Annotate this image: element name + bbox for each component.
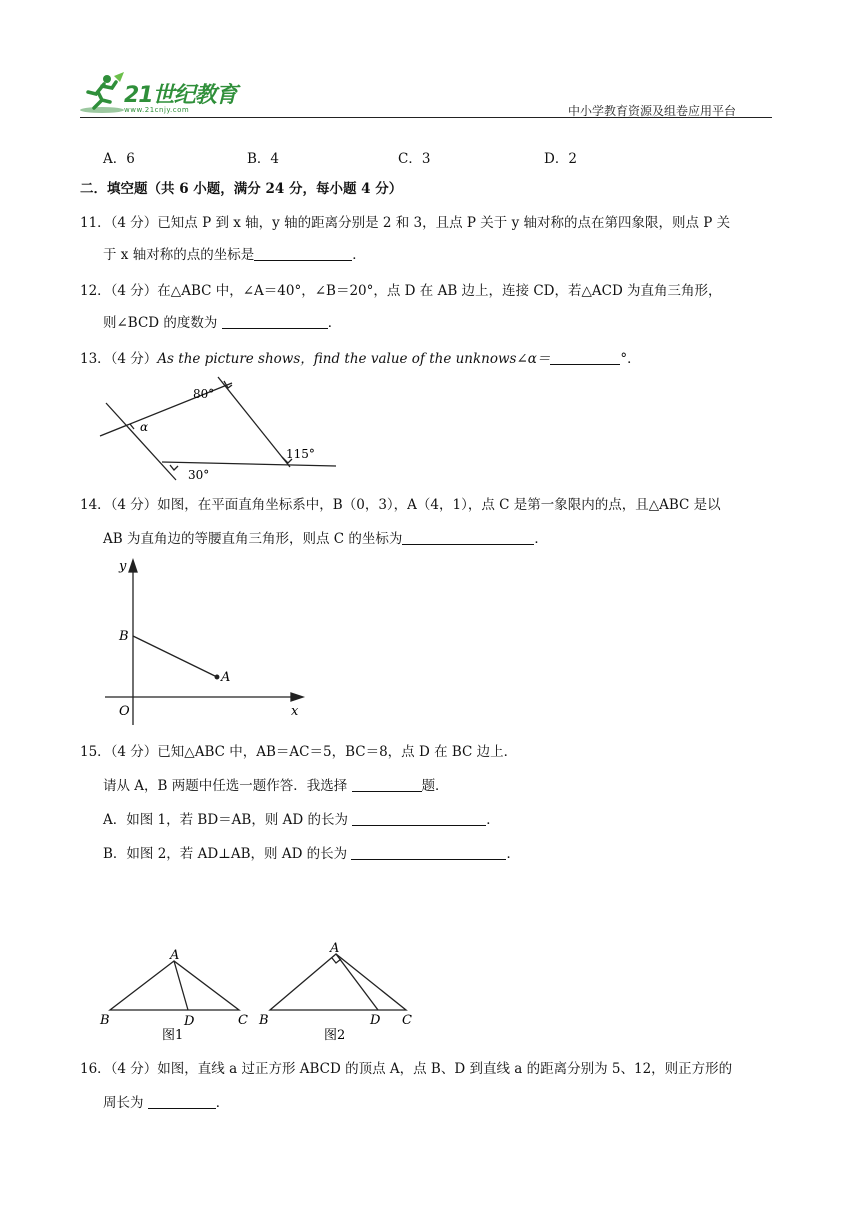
triangle-abc	[110, 961, 239, 1010]
fig-line	[162, 462, 336, 466]
angle-30-label: 30°	[188, 468, 210, 482]
point-c-label: C	[402, 1013, 412, 1028]
platform-title: 中小学教育资源及组卷应用平台	[567, 104, 736, 118]
section-heading: 二．填空题（共 6 小题，满分 24 分，每小题 4 分）	[80, 181, 403, 197]
figure-caption: 图1	[162, 1028, 184, 1043]
q15-figure-2	[258, 940, 428, 1043]
answer-blank[interactable]	[148, 1094, 216, 1109]
q12-line2: 则∠BCD 的度数为 ．	[103, 315, 342, 331]
triangle-abc	[270, 954, 406, 1010]
point-d-label: D	[184, 1014, 195, 1029]
logo	[80, 70, 260, 118]
y-axis-label: y	[119, 559, 127, 574]
runner-icon	[80, 70, 124, 114]
x-axis-arrow	[291, 693, 303, 701]
fig-line	[218, 377, 290, 467]
logo-text: 21世纪教育	[124, 83, 237, 108]
q16-line1: 16．（4 分）如图，直线 a 过正方形 ABCD 的顶点 A，点 B、D 到直线 a 的距离分别为 5、12，则正方形的	[80, 1061, 733, 1077]
option-d: D．2	[544, 151, 577, 167]
answer-blank[interactable]	[222, 314, 328, 329]
q12-line1: 12．（4 分）在△ABC 中，∠A＝40°，∠B＝20°，点 D 在 AB 边上，连接 CD，若△ACD 为直角三角形，	[80, 283, 722, 299]
header-divider	[80, 117, 772, 118]
q14-line2: AB 为直角边的等腰直角三角形，则点 C 的坐标为 ．	[103, 531, 548, 547]
option-a: A．6	[103, 151, 135, 167]
answer-blank[interactable]	[352, 777, 422, 792]
figure-caption: 图2	[324, 1028, 346, 1043]
logo-url: www.21cnjy.com	[124, 106, 190, 114]
x-axis-label: x	[291, 704, 299, 719]
point-a-label: A	[170, 948, 180, 963]
point-c-label: C	[238, 1013, 248, 1028]
q16-line2: 周长为 ．	[103, 1095, 230, 1111]
segment-ad	[174, 961, 188, 1010]
y-axis-arrow	[129, 560, 137, 572]
answer-blank[interactable]	[352, 811, 486, 826]
origin-label: O	[119, 704, 130, 719]
point-a-label: A	[330, 941, 340, 956]
fig-line	[106, 403, 176, 480]
q15-figure-1	[98, 945, 258, 1045]
page-header	[80, 70, 772, 120]
option-b: B．4	[247, 151, 280, 167]
option-c: C．3	[398, 151, 431, 167]
q11-line2: 于 x 轴对称的点的坐标是 ．	[103, 247, 366, 263]
q13-figure	[100, 375, 340, 485]
segment-ab	[133, 636, 217, 677]
angle-115-label: 115°	[286, 447, 315, 461]
answer-blank[interactable]	[351, 845, 506, 860]
q13-line: 13．（4 分）As the picture shows，find the value of the unknows∠α＝ °．	[80, 351, 641, 367]
answer-blank[interactable]	[254, 246, 352, 261]
point-b-label: B	[100, 1013, 110, 1028]
q15-line2: 请从 A，B 两题中任选一题作答．我选择 题．	[103, 778, 449, 794]
q14-line1: 14．（4 分）如图，在平面直角坐标系中，B（0，3），A（4，1），点 C 是第一象限内的点，且△ABC 是以	[80, 497, 721, 513]
answer-blank[interactable]	[402, 530, 534, 545]
q14-figure	[105, 560, 325, 730]
point-b-label: B	[259, 1013, 269, 1028]
point-d-label: D	[370, 1013, 381, 1028]
q15-line3: A．如图 1，若 BD＝AB，则 AD 的长为 ．	[103, 812, 500, 828]
alpha-label: α	[140, 420, 149, 434]
point-a-label: A	[221, 670, 231, 685]
q15-line4: B．如图 2，若 AD⊥AB，则 AD 的长为 ．	[103, 846, 520, 862]
q11-line1: 11．（4 分）已知点 P 到 x 轴，y 轴的距离分别是 2 和 3，且点 P 关于 y 轴对称的点在第四象限，则点 P 关	[80, 215, 731, 231]
answer-blank[interactable]	[550, 350, 620, 365]
point-b-label: B	[119, 629, 129, 644]
q15-line1: 15．（4 分）已知△ABC 中，AB＝AC＝5，BC＝8，点 D 在 BC 边上．	[80, 744, 518, 760]
angle-80-label: 80°	[193, 387, 215, 401]
